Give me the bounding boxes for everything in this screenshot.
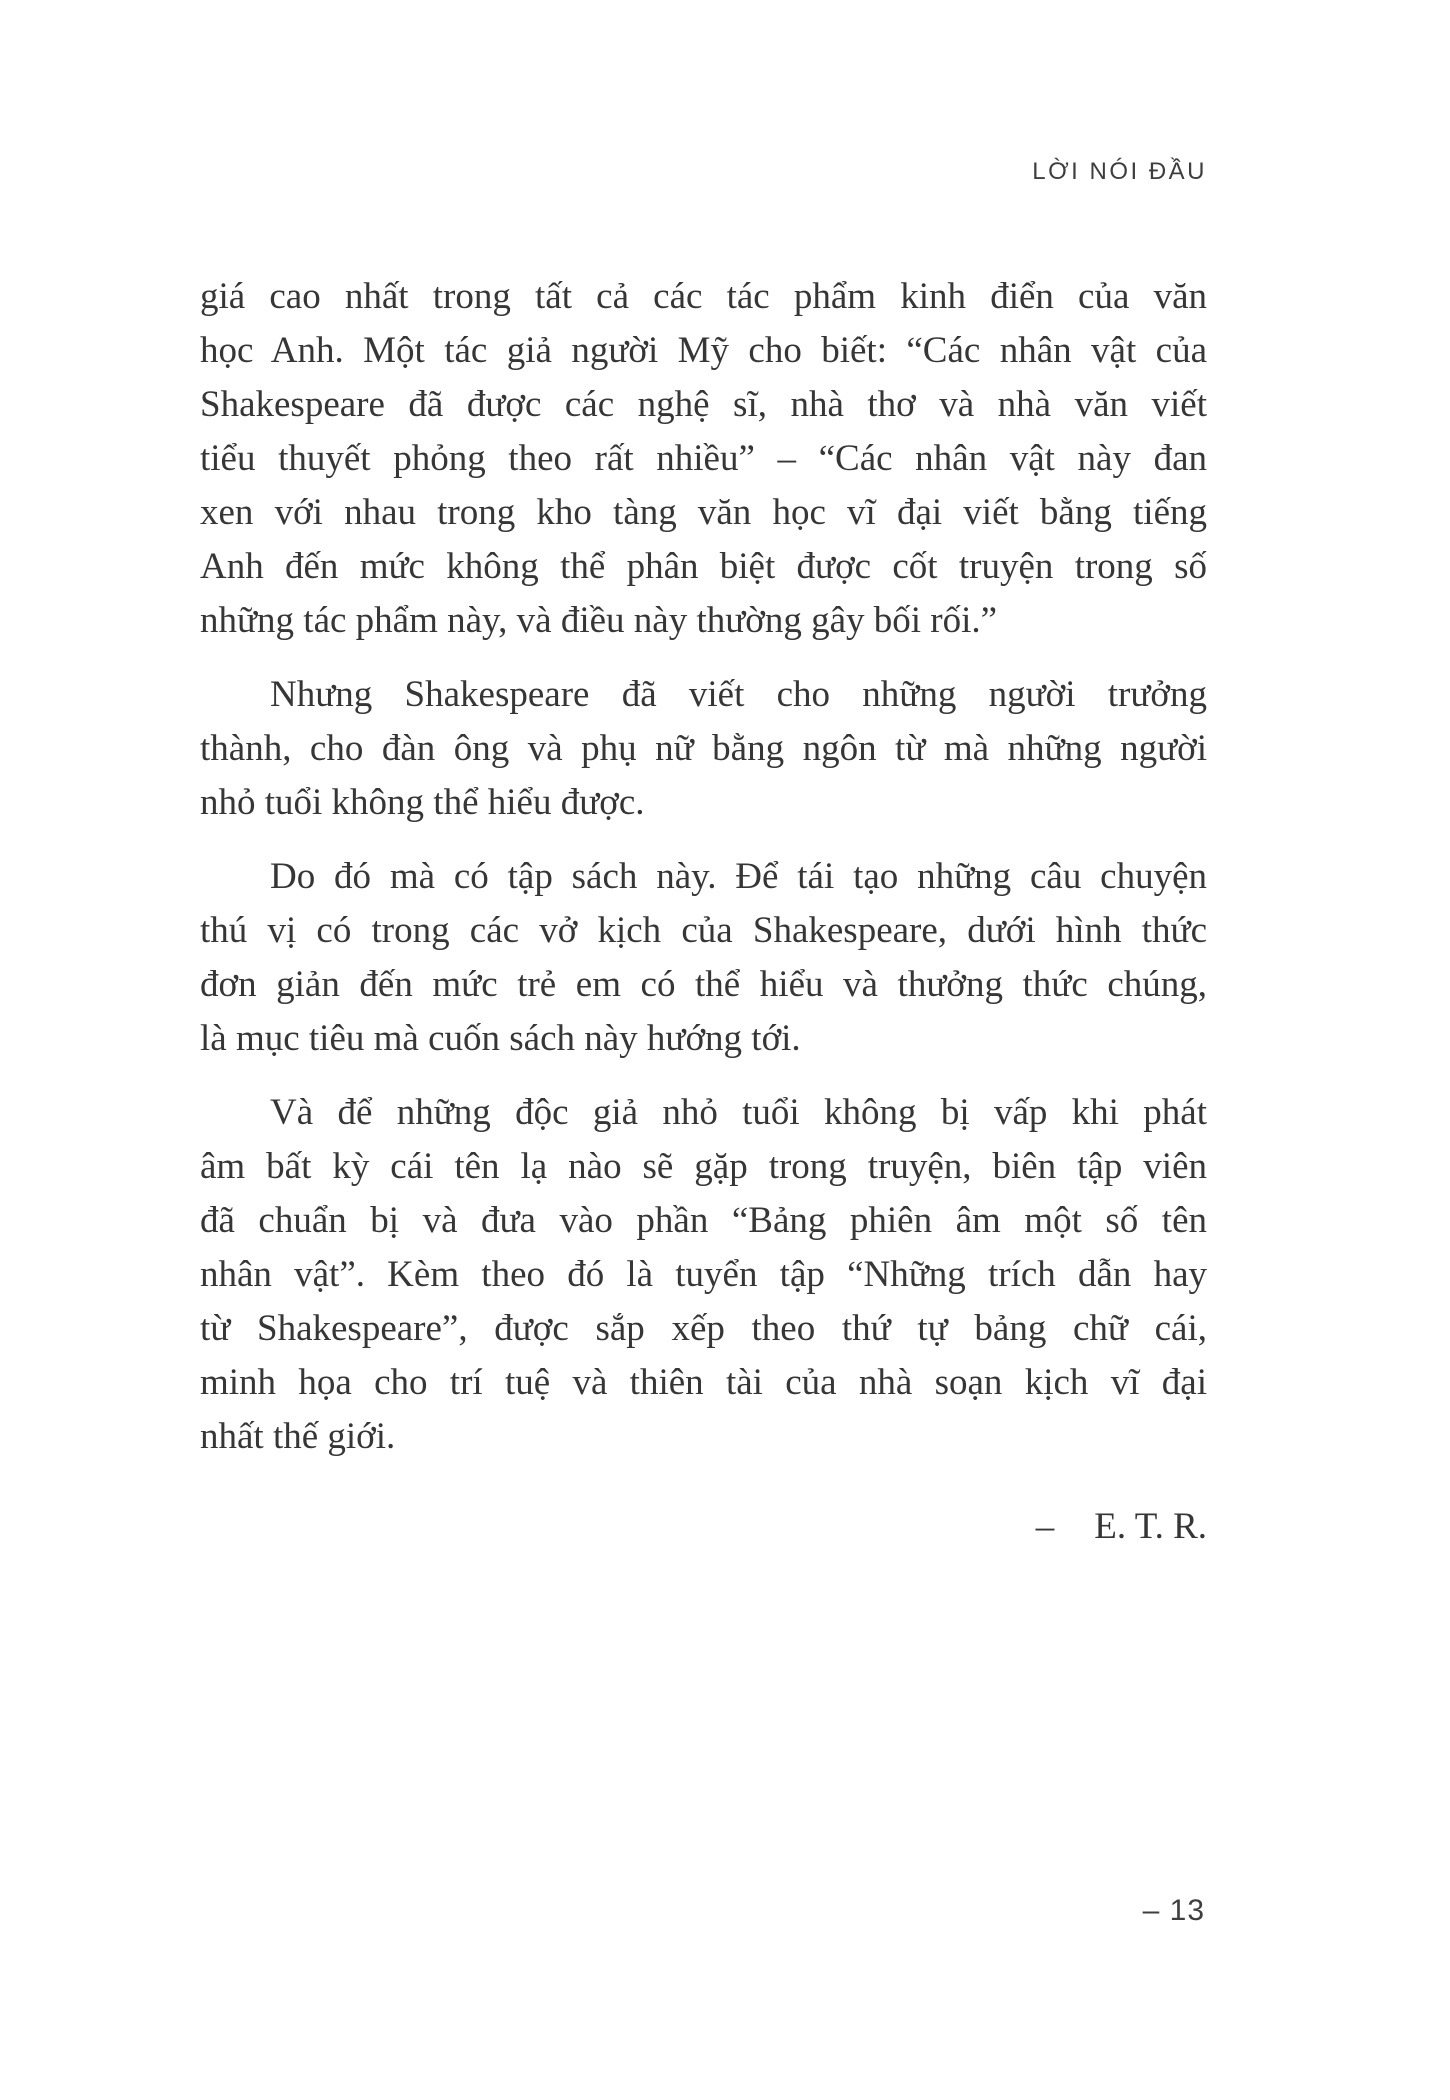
text-line: là mục tiêu mà cuốn sách này hướng tới. <box>200 1018 801 1059</box>
text-line: thú vị có trong các vở kịch của Shakespeare, dưới hình thức <box>200 910 1207 951</box>
text-line: nhất thế giới. <box>200 1416 396 1457</box>
text-line: đơn giản đến mức trẻ em có thể hiểu và thưởng thức chúng, <box>200 964 1207 1005</box>
signature-initials: E. T. R. <box>1094 1506 1207 1547</box>
running-header: LỜI NÓI ĐẦU <box>1032 158 1207 185</box>
text-line: những tác phẩm này, và điều này thường gây bối rối.” <box>200 600 998 641</box>
paragraph-4 <box>200 1086 1207 1464</box>
paragraph-1 <box>200 270 1207 648</box>
text-line: xen với nhau trong kho tàng văn học vĩ đại viết bằng tiếng <box>200 492 1207 533</box>
text-line: minh họa cho trí tuệ và thiên tài của nhà soạn kịch vĩ đại <box>200 1362 1207 1403</box>
text-line: Anh đến mức không thể phân biệt được cốt truyện trong số <box>200 546 1207 587</box>
signature-dash: – <box>1035 1506 1055 1547</box>
text-line: thành, cho đàn ông và phụ nữ bằng ngôn từ mà những người <box>200 728 1207 769</box>
text-line: tiểu thuyết phỏng theo rất nhiều” – “Các nhân vật này đan <box>200 438 1207 479</box>
text-line: Do đó mà có tập sách này. Để tái tạo những câu chuyện <box>270 856 1207 897</box>
author-signature <box>200 1500 1207 1554</box>
body-text <box>200 270 1207 1554</box>
text-line: âm bất kỳ cái tên lạ nào sẽ gặp trong truyện, biên tập viên <box>200 1146 1207 1187</box>
text-line: giá cao nhất trong tất cả các tác phẩm kinh điển của văn <box>200 276 1207 317</box>
page-number: – 13 <box>1142 1894 1205 1927</box>
text-line: nhỏ tuổi không thể hiểu được. <box>200 782 645 823</box>
text-line: đã chuẩn bị và đưa vào phần “Bảng phiên âm một số tên <box>200 1200 1207 1241</box>
paragraph-2 <box>200 668 1207 830</box>
text-line: học Anh. Một tác giả người Mỹ cho biết: “Các nhân vật của <box>200 330 1207 371</box>
paragraph-3 <box>200 850 1207 1066</box>
text-line: Shakespeare đã được các nghệ sĩ, nhà thơ và nhà văn viết <box>200 384 1207 425</box>
text-line: từ Shakespeare”, được sắp xếp theo thứ tự bảng chữ cái, <box>200 1308 1207 1349</box>
text-line: Và để những độc giả nhỏ tuổi không bị vấp khi phát <box>270 1092 1207 1133</box>
text-line: nhân vật”. Kèm theo đó là tuyển tập “Những trích dẫn hay <box>200 1254 1207 1295</box>
text-line: Nhưng Shakespeare đã viết cho những người trưởng <box>270 674 1207 715</box>
